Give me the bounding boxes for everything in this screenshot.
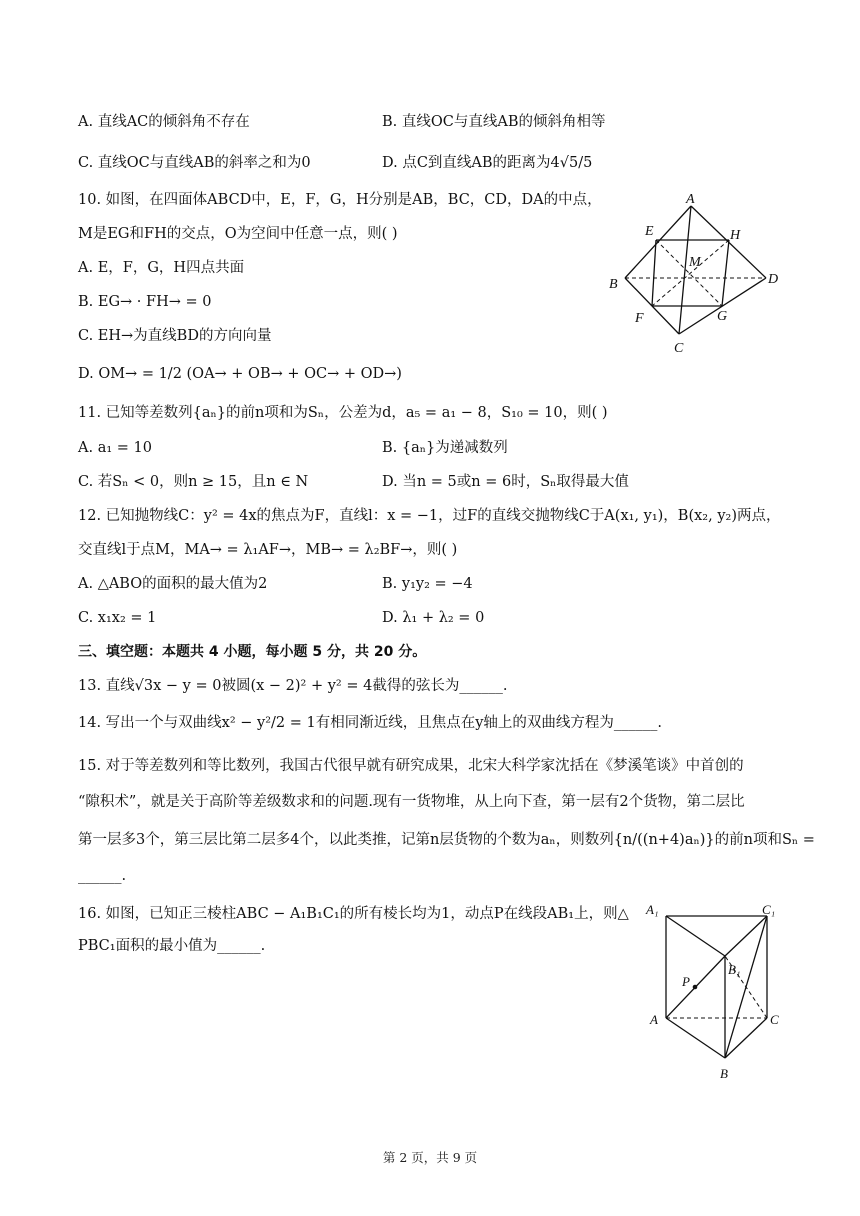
fig-label-b: B [609,277,618,292]
q12-option-d: D. λ₁ + λ₂ = 0 [382,610,485,626]
q15-line4: ______. [78,868,127,884]
q15-line3: 第一层多3个，第三层比第二层多4个，以此类推，记第n层货物的个数为aₙ，则数列{n/((n+4)aₙ)}的前n项和Sₙ = [78,832,815,848]
point-p-marker [693,985,698,990]
fig-label-h: H [730,228,741,243]
q11-option-a: A. a₁ = 10 [78,440,152,456]
page-footer: 第 2 页，共 9 页 [382,1150,478,1165]
q9-option-d: D. 点C到直线AB的距离为4√5/5 [382,155,593,171]
q9-option-a: A. 直线AC的倾斜角不存在 [78,114,250,130]
q11-option-c: C. 若Sₙ < 0，则n ≥ 15，且n ∈ N [78,474,309,490]
q15-line2: “隙积术”，就是关于高阶等差级数求和的问题.现有一货物堆，从上向下查，第一层有2个货物，第二层比 [78,794,745,810]
fig-label-a: A [686,192,695,207]
q11-option-d: D. 当n = 5或n = 6时，Sₙ取得最大值 [382,474,629,490]
q16-line2: PBC₁面积的最小值为______. [78,938,266,954]
fig-label-a-base: A [650,1012,658,1027]
q9-option-c: C. 直线OC与直线AB的斜率之和为0 [78,155,311,171]
q12-stem-line1: 12. 已知抛物线C：y² = 4x的焦点为F，直线l：x = −1，过F的直线交抛物线C于A(x₁, y₁)，B(x₂, y₂)两点， [78,508,781,524]
section-3-heading: 三、填空题：本题共 4 小题，每小题 5 分，共 20 分。 [78,644,427,660]
q12-stem-line2: 交直线l于点M，MA→ = λ₁AF→，MB→ = λ₂BF→，则( ) [78,542,458,558]
q10-option-a: A. E，F，G，H四点共面 [78,260,245,276]
fig-label-g: G [717,309,728,324]
fig-label-c-base: C [770,1012,779,1027]
q12-option-a: A. △ABO的面积的最大值为2 [78,576,268,592]
q10-option-d: D. OM→ = 1/2 (OA→ + OB→ + OC→ + OD→) [78,366,402,382]
fig-label-c: C [674,341,684,356]
q10-option-b: B. EG→ · FH→ = 0 [78,294,212,310]
q10-option-c: C. EH→为直线BD的方向向量 [78,328,272,344]
q12-option-c: C. x₁x₂ = 1 [78,610,157,626]
prism-figure [640,898,790,1088]
fig-label-d: D [768,272,779,287]
fig-label-p: P [682,974,690,989]
q14: 14. 写出一个与双曲线x² − y²/2 = 1有相同渐近线，且焦点在y轴上的双曲线方程为______. [78,715,663,731]
q11-option-b: B. {aₙ}为递减数列 [382,440,508,456]
tetrahedron-figure [600,190,790,360]
q15-line1: 15. 对于等差数列和等比数列，我国古代很早就有研究成果，北宋大科学家沈括在《梦溪笔谈》中首创的 [78,758,744,774]
q9-option-b: B. 直线OC与直线AB的倾斜角相等 [382,114,606,130]
q12-option-b: B. y₁y₂ = −4 [382,576,473,592]
fig-label-m: M [689,255,701,270]
fig-label-f: F [635,311,644,326]
q13: 13. 直线√3x − y = 0被圆(x − 2)² + y² = 4截得的弦长为______. [78,678,508,694]
q16-line1: 16. 如图，已知正三棱柱ABC − A₁B₁C₁的所有棱长均为1，动点P在线段AB₁上，则△ [78,906,629,922]
q10-stem-line2: M是EG和FH的交点，O为空间中任意一点，则( ) [78,226,398,242]
fig-label-b1: B₁ [728,962,741,977]
fig-label-a1: A₁ [646,902,659,917]
fig-label-b-base: B [720,1066,728,1081]
fig-label-c1: C₁ [762,902,776,917]
fig-label-e: E [645,224,654,239]
q10-stem-line1: 10. 如图，在四面体ABCD中，E，F，G，H分别是AB，BC，CD，DA的中点， [78,192,602,208]
q11-stem: 11. 已知等差数列{aₙ}的前n项和为Sₙ，公差为d，a₅ = a₁ − 8，S₁₀ = 10，则( ) [78,405,608,421]
